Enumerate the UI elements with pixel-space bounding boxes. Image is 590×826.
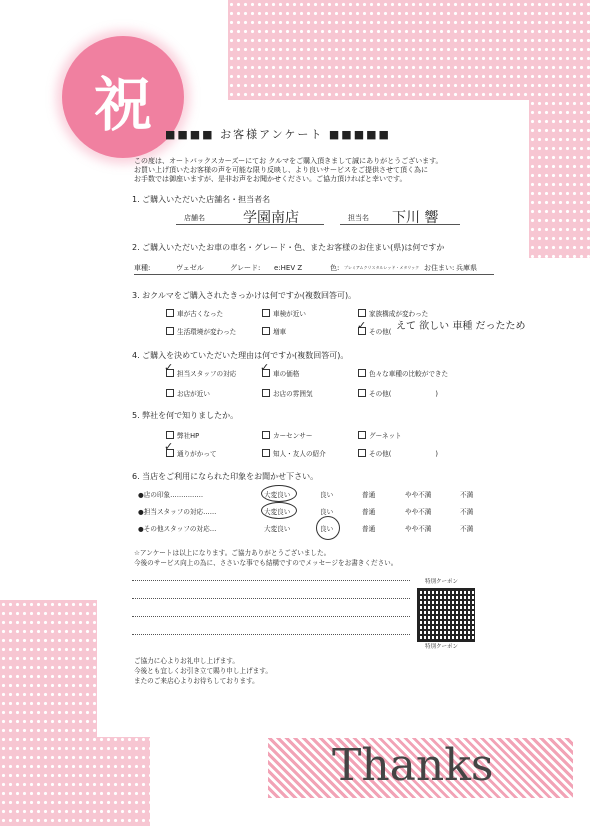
- q6-row-3-normal[interactable]: 普通: [362, 525, 376, 533]
- home-label: お住まい:: [424, 264, 455, 272]
- q4-option-5[interactable]: [262, 388, 313, 398]
- staff-value: 下川 響: [392, 210, 439, 226]
- question-6: 6. 当店をご利用になられた印象をお聞かせ下さい。: [132, 472, 319, 481]
- q5-option-4-label: 通りがかって: [177, 450, 217, 458]
- q3-handwritten: えて 欲しい 車種 だったため: [396, 321, 526, 332]
- grade-value: e:HEV Z: [274, 264, 303, 272]
- comment-line-3: [132, 616, 410, 617]
- q4-option-2-label: 車の価格: [273, 370, 300, 378]
- closing-line-1: ご協力に心よりお礼申し上げます。: [134, 657, 239, 665]
- q6-row-3-bad[interactable]: 不満: [460, 525, 474, 533]
- q3-option-1-label: 車が古くなった: [177, 310, 224, 318]
- q4-option-4[interactable]: [166, 388, 210, 398]
- q4-option-4-label: お店が近い: [177, 390, 210, 398]
- q2-underline: [134, 274, 494, 275]
- q5-option-2-label: カーセンサー: [273, 432, 313, 440]
- q3-option-5[interactable]: [262, 326, 286, 336]
- q6-row-2-circle: [261, 502, 297, 519]
- q4-option-6-label: その他(: [369, 390, 392, 398]
- comment-line-4: [132, 634, 410, 635]
- q3-option-2[interactable]: [262, 308, 306, 318]
- question-2: 2. ご購入いただいたお車の車名・グレード・色、またお客様のお住まい(県)は何ですか: [132, 243, 445, 252]
- qr-code[interactable]: [417, 588, 475, 642]
- question-5: 5. 弊社を何で知りましたか。: [132, 411, 239, 420]
- q3-option-2-label: 車検が近い: [273, 310, 306, 318]
- seal-text: 祝: [93, 71, 152, 139]
- q5-option-5[interactable]: [262, 448, 326, 458]
- q6-row-1-good[interactable]: 良い: [320, 491, 334, 499]
- comment-line-2: [132, 598, 410, 599]
- thanks-text: Thanks: [332, 740, 494, 791]
- coupon-top-label: 特別クーポン: [425, 579, 459, 585]
- comment-line-1: [132, 580, 410, 581]
- thanks-line-1: ☆アンケートは以上になります。ご協力ありがとうございました。: [134, 549, 331, 557]
- page-title: ■■■■ お客様アンケート ■■■■■: [165, 128, 391, 141]
- q5-option-5-label: 知人・友人の紹介: [273, 450, 326, 458]
- intro-line-2: お買い上げ頂いたお客様の声を可能な限り反映し、より良いサービスをご提供させて頂く為に: [134, 166, 428, 174]
- q4-option-1-label: 担当スタッフの対応: [177, 370, 237, 378]
- q6-row-3-circle: [316, 516, 340, 540]
- q5-option-1-label: 弊社HP: [177, 432, 200, 440]
- q6-row-1-normal[interactable]: 普通: [362, 491, 376, 499]
- q6-row-1-circle: [261, 485, 297, 502]
- q6-row-3-very-good[interactable]: 大変良い: [264, 525, 291, 533]
- q3-check-mark: ✓: [357, 319, 367, 332]
- shop-underline: [176, 224, 324, 225]
- q3-option-3-label: 家族構成が変わった: [369, 310, 429, 318]
- q4-check-2: ✓: [260, 361, 270, 374]
- q4-option-5-label: お店の雰囲気: [273, 390, 313, 398]
- q6-row-1-dissatisfied[interactable]: やや不満: [405, 491, 432, 499]
- q3-option-4[interactable]: [166, 326, 236, 336]
- home-value: 兵庫県: [456, 264, 477, 272]
- q6-row-3-good[interactable]: 良い: [320, 525, 334, 533]
- question-1: 1. ご購入いただいた店舗名・担当者名: [132, 195, 271, 204]
- q5-option-3-label: グーネット: [369, 432, 402, 440]
- q5-option-6-label: その他(: [369, 450, 392, 458]
- car-label: 車種:: [134, 264, 151, 272]
- q6-row-3-label: ●その他スタッフの対応…: [138, 525, 217, 533]
- q6-row-1-label: ●店の印象……………: [138, 491, 204, 499]
- staff-underline: [340, 224, 460, 225]
- q6-row-2-normal[interactable]: 普通: [362, 508, 376, 516]
- closing-line-2: 今後とも宜しくお引き立て賜り申し上げます。: [134, 667, 272, 675]
- q6-row-1-bad[interactable]: 不満: [460, 491, 474, 499]
- q4-option-3-label: 色々な車種の比較ができた: [369, 370, 449, 378]
- intro-line-1: この度は、オートバックスカーズーにてお クルマをご購入頂きまして誠にありがとうございます。: [134, 157, 443, 165]
- q3-option-5-label: 増車: [273, 328, 287, 336]
- coupon-bottom-label: 特別クーポン: [425, 644, 459, 650]
- q4-option-3[interactable]: [358, 368, 448, 378]
- q4-option-6[interactable]: その他( ): [358, 388, 438, 398]
- q5-check: ✓: [164, 440, 174, 453]
- q6-row-2-bad[interactable]: 不満: [460, 508, 474, 516]
- closing-line-3: またのご来店心よりお待ちしております。: [134, 677, 259, 685]
- thanks-line-2: 今後のサービス向上の為に、ささいな事でも結構ですのでメッセージをお書きください。: [134, 559, 398, 567]
- q5-option-3[interactable]: [358, 430, 402, 440]
- shop-label: 店舗名: [184, 214, 205, 222]
- q6-row-3-dissatisfied[interactable]: やや不満: [405, 525, 432, 533]
- q4-option-1[interactable]: [166, 368, 236, 378]
- q6-row-2-very-good[interactable]: 大変良い: [264, 508, 291, 516]
- q6-row-2-label: ●担当スタッフの対応……: [138, 508, 217, 516]
- q4-check-1: ✓: [164, 361, 174, 374]
- q5-option-4[interactable]: [166, 448, 217, 458]
- q3-option-6-label: その他(: [369, 328, 392, 336]
- q5-option-1[interactable]: [166, 430, 199, 440]
- staff-label: 担当名: [348, 214, 369, 222]
- question-4: 4. ご購入を決めていただいた理由は何ですか(複数回答可)。: [132, 351, 349, 360]
- q3-option-1[interactable]: [166, 308, 223, 318]
- q6-row-2-good[interactable]: 良い: [320, 508, 334, 516]
- q5-option-6[interactable]: その他( ): [358, 448, 438, 458]
- question-3: 3. おクルマをご購入されたきっかけは何ですか(複数回答可)。: [132, 291, 357, 300]
- grade-label: グレード:: [230, 264, 261, 272]
- q5-option-2[interactable]: [262, 430, 312, 440]
- shop-value: 学園南店: [243, 210, 299, 226]
- intro-line-3: お手数では御座いますが、是非お声をお聞かせください。ご協力頂ければと幸いです。: [134, 175, 407, 183]
- q6-row-1-very-good[interactable]: 大変良い: [264, 491, 291, 499]
- q3-option-4-label: 生活環境が変わった: [177, 328, 237, 336]
- q6-row-2-dissatisfied[interactable]: やや不満: [405, 508, 432, 516]
- color-label: 色:: [330, 264, 340, 272]
- car-value: ヴェゼル: [176, 264, 204, 272]
- color-value: プレミアムクリスタルレッド・メタリック: [344, 265, 420, 270]
